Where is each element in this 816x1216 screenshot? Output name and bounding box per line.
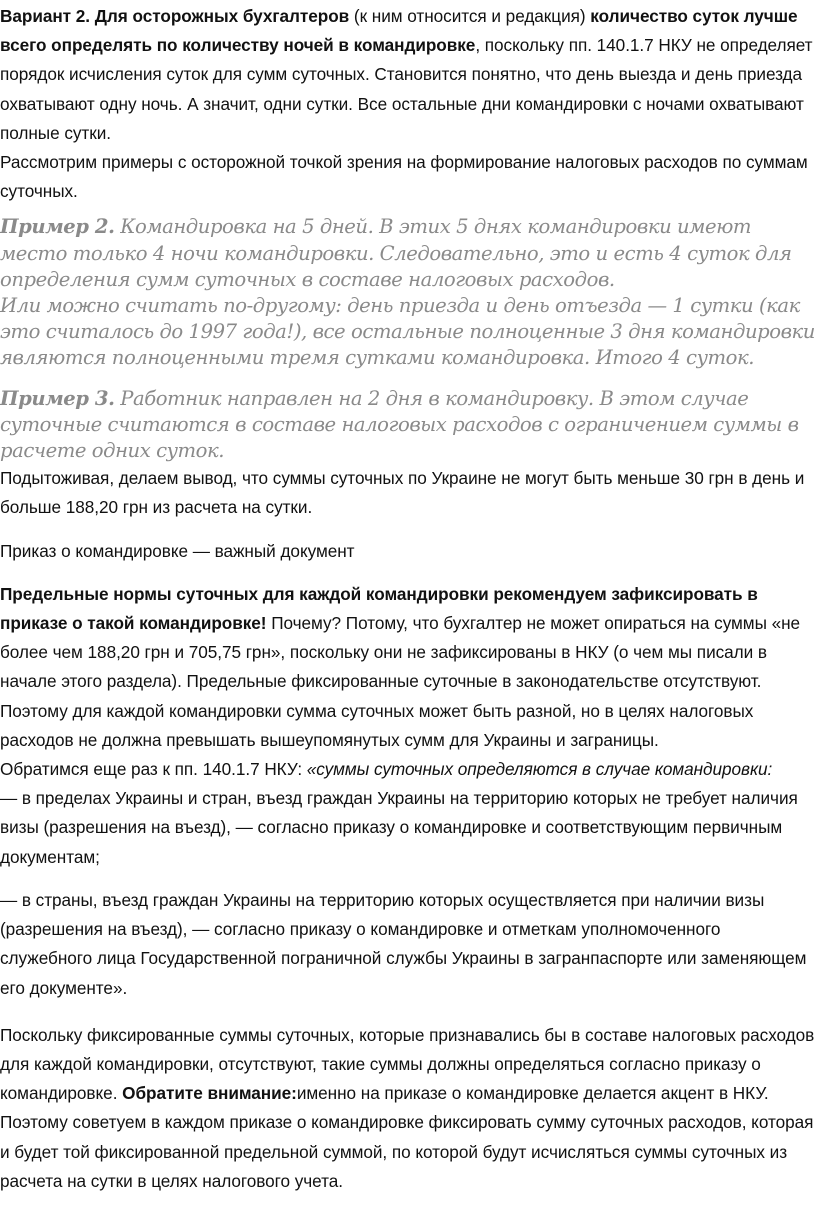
limits-emphasis: Предельные нормы суточных для каждой командировки рекомендуем зафиксировать в приказе о такой командировке! xyxy=(0,583,758,634)
variant-2-rule: количество суток лучше всего определять по количеству ночей в командировке xyxy=(0,6,798,56)
example-3-paragraph xyxy=(0,386,816,465)
example-2-text: Командировка на 5 дней. В этих 5 днях командировки имеют место только 4 ночи командировки. Следовательно, это и есть 4 суток для определения сумм суточных в составе налоговых расходов. xyxy=(0,215,792,291)
recommendation-intro: Поскольку фиксированные суммы суточных, которые признавались бы в составе налоговых расходов для каждой командировки, отсутствуют, такие суммы должны определяться согласно приказу о командировке. xyxy=(0,1024,815,1104)
paragraph-visa-countries: — в страны, въезд граждан Украины на территорию которых осуществляется при наличии визы (разрешения на въезд), — согласно приказу о командировке и отметкам уполномоченного служебного лица Государственной пограничной службы Украины в загранпаспорте или заменяющем его документе». xyxy=(0,889,807,998)
example-2-label: Пример 2. xyxy=(0,215,115,239)
section-heading-order: Приказ о командировке — важный документ xyxy=(0,540,355,561)
variant-2-heading: Вариант 2. Для осторожных бухгалтеров xyxy=(0,6,350,26)
example-2-alternative: Или можно считать по-другому: день приезда и день отъезда — 1 сутки (как это считалось до 1997 года!), все остальные полноценные 3 дня командировки являются полноценными тремя сутками командировка. Итого 4 суток. xyxy=(0,294,815,370)
paragraph-variant-2 xyxy=(0,2,816,148)
example-3-block xyxy=(0,386,816,465)
paragraph-nku-reference xyxy=(0,755,816,784)
nku-reference-quote: «суммы суточных определяются в случае командировки: xyxy=(306,759,773,780)
example-2-paragraph xyxy=(0,214,816,293)
paragraph-examples-intro: Рассмотрим примеры с осторожной точкой зрения на формирование налоговых расходов по суммам суточных. xyxy=(0,152,808,202)
example-2-block xyxy=(0,214,816,371)
paragraph-recommendation xyxy=(0,1021,816,1196)
variant-2-body: , поскольку пп. 140.1.7 НКУ не определяет порядок исчисления суток для сумм суточных. Становится понятно, что день выезда и день приезда охватывают одну ночь. А значит, одни сутки. Все остальные дни командировки с ночами охватывают полные сутки. xyxy=(0,35,813,143)
nku-reference-intro: Обратимся еще раз к пп. 140.1.7 НКУ: xyxy=(0,759,307,780)
paragraph-ukraine-no-visa: — в пределах Украины и стран, въезд граждан Украины на территорию которых не требует наличия визы (разрешения на въезд), — согласно приказу о командировке и соответствующим первичным документам; xyxy=(0,788,798,867)
variant-2-note: (к ним относится и редакция) xyxy=(349,6,591,26)
paragraph-limits xyxy=(0,580,816,755)
paragraph-conclusion: Подытоживая, делаем вывод, что суммы суточных по Украине не могут быть меньше 30 грн в день и больше 188,20 грн из расчета на сутки. xyxy=(0,468,805,518)
attention-label: Обратите внимание: xyxy=(122,1083,297,1104)
example-3-text: Работник направлен на 2 дня в командировку. В этом случае суточные считаются в составе налоговых расходов с ограничением суммы в расчете одних суток. xyxy=(0,386,799,463)
recommendation-body: именно на приказе о командировке делается акцент в НКУ. Поэтому советуем в каждом приказе о командировке фиксировать сумму суточных расходов, которая и будет той фиксированной предельной суммой, по которой будут исчисляться суммы суточных из расчета на сутки в целях налогового учета. xyxy=(0,1083,814,1191)
limits-body: Почему? Потому, что бухгалтер не может опираться на суммы «не более чем 188,20 грн и 705,75 грн», поскольку они не зафиксированы в НКУ (о чем мы писали в начале этого раздела). Предельные фиксированные суточные в законодательстве отсутствуют. Поэтому для каждой командировки сумма суточных может быть разной, но в целях налоговых расходов не должна превышать вышеупомянутых сумм для Украины и заграницы. xyxy=(0,613,801,750)
example-3-label: Пример 3. xyxy=(0,386,115,410)
